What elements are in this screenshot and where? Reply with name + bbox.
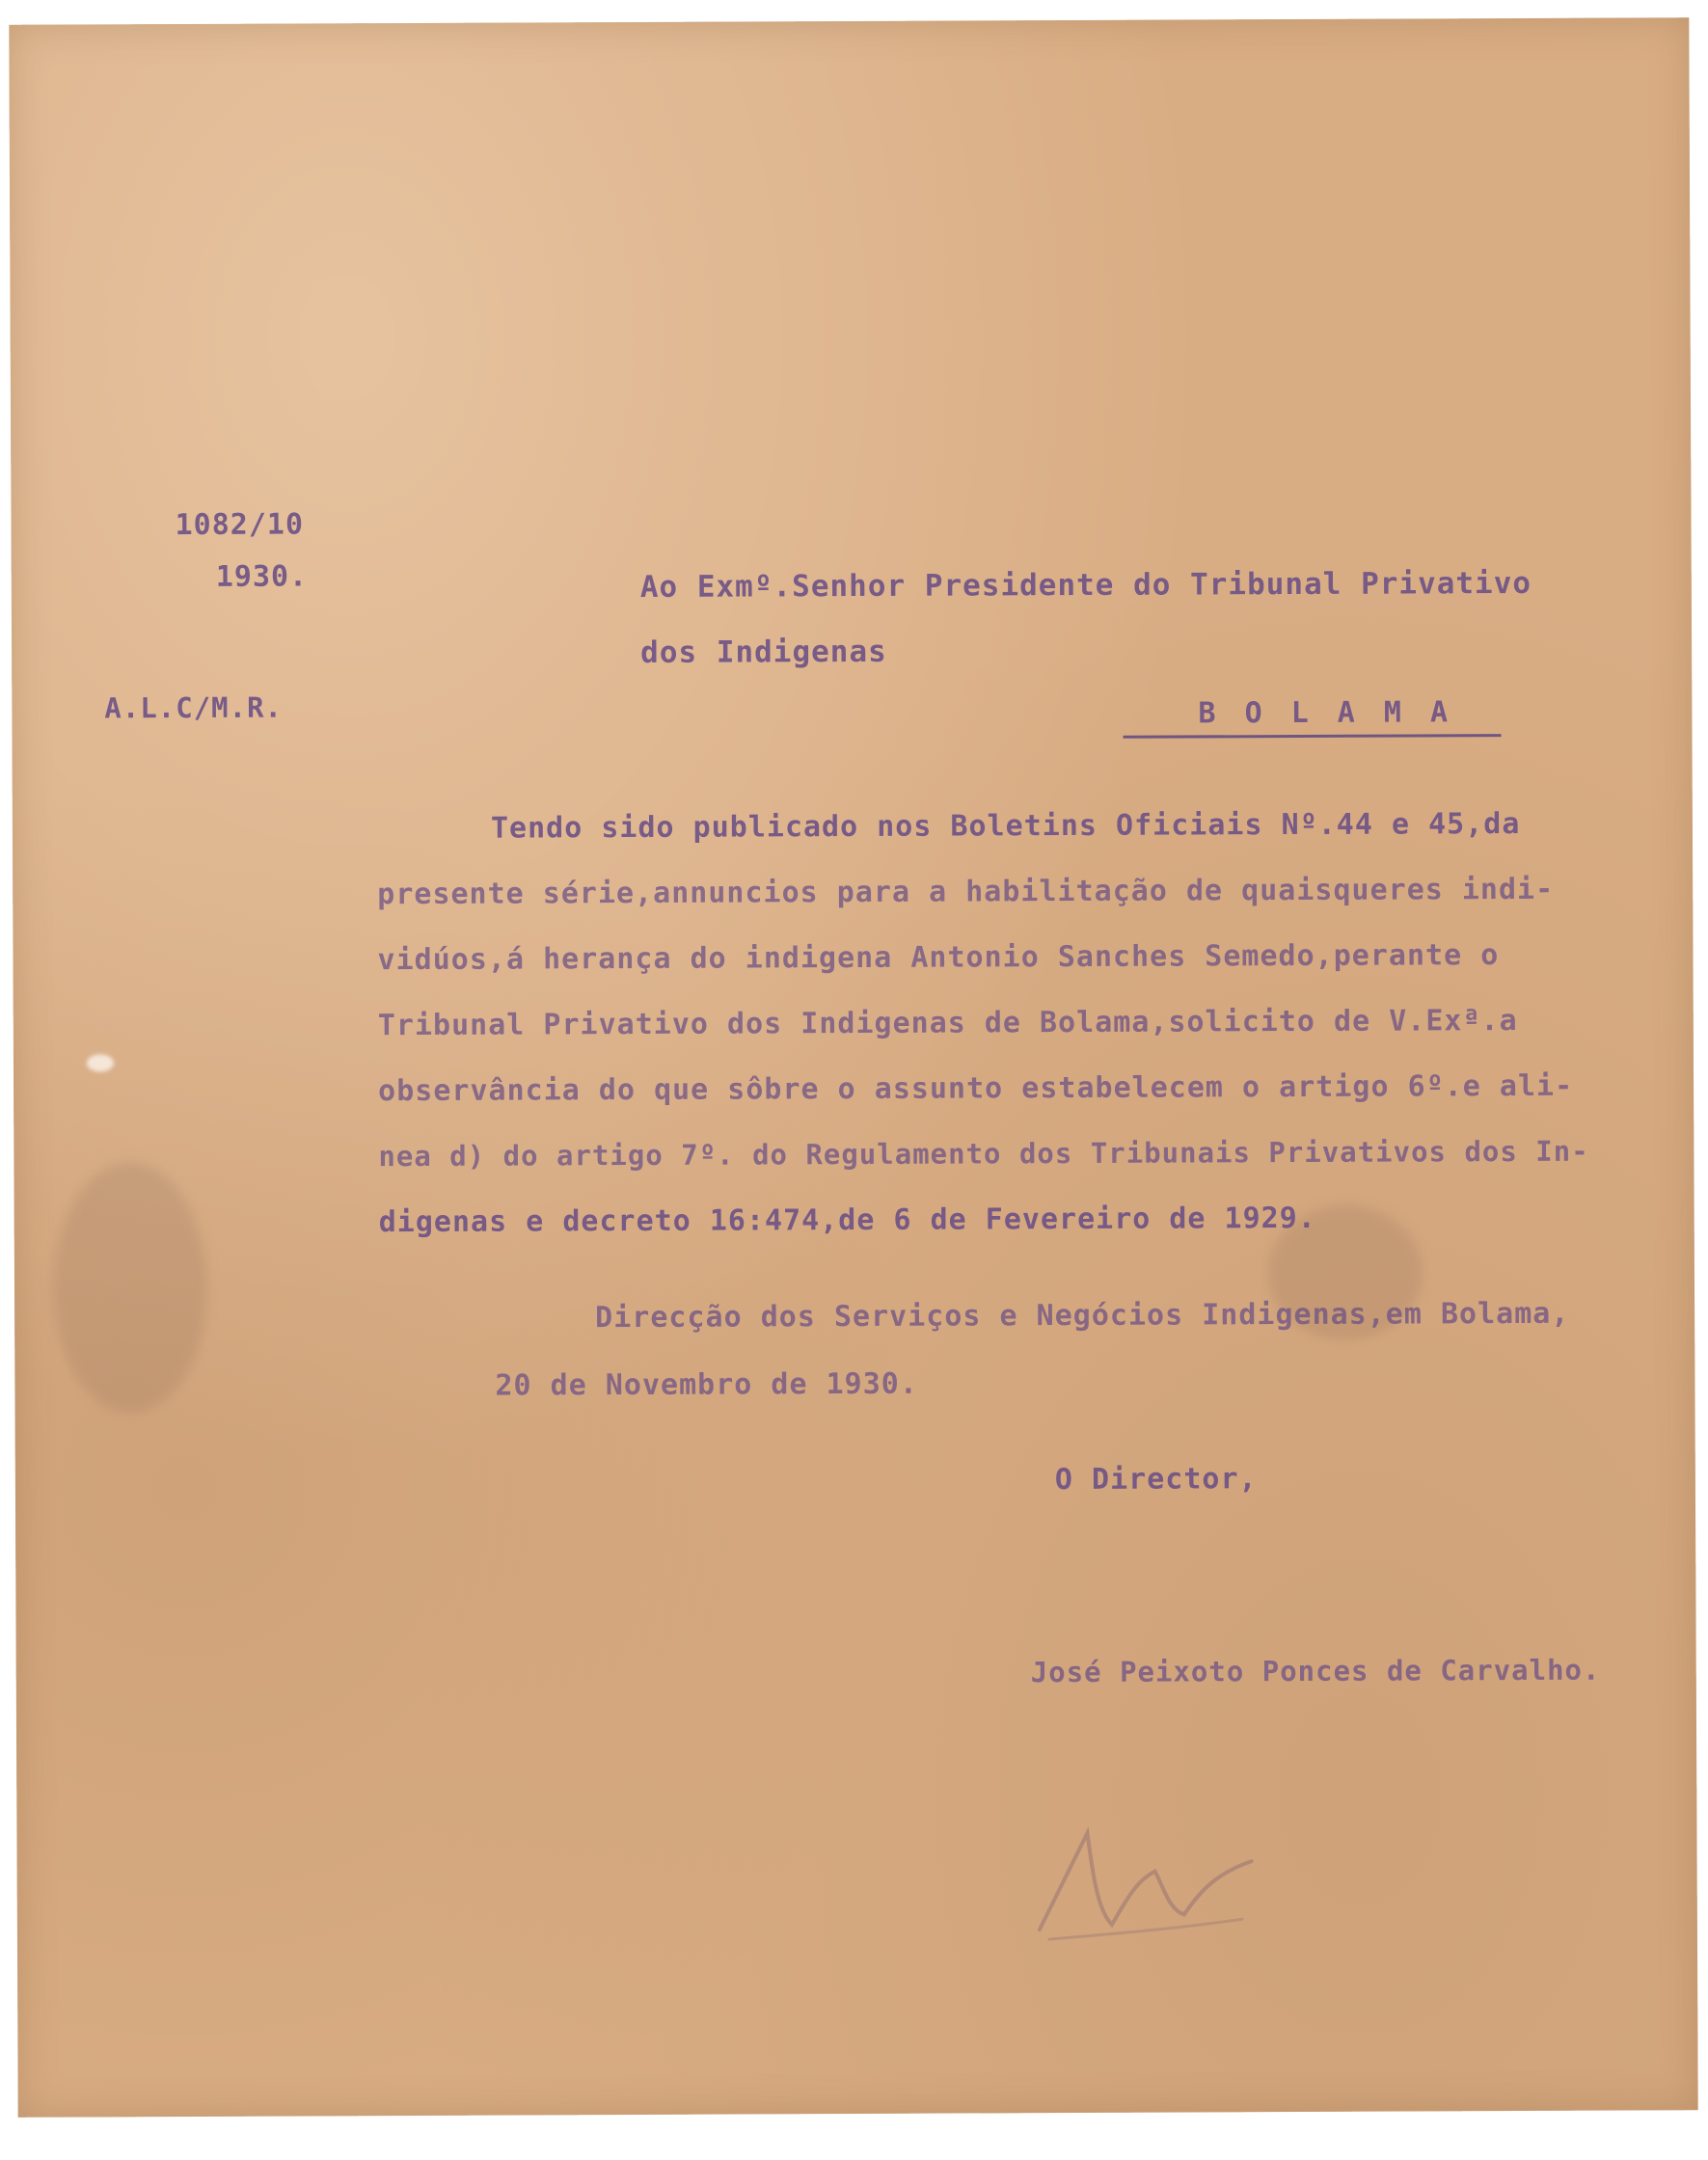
reference-initials: A.L.C/M.R. [104,690,284,725]
paper-stain [52,1162,207,1414]
reference-year: 1930. [215,559,309,594]
signatory-name: José Peixoto Ponces de Carvalho. [1030,1653,1601,1689]
place-underline [1124,734,1502,739]
body-line-2: presente série,annuncios para a habilitação de quaisqueres indi- [377,872,1555,912]
punch-hole [87,1054,114,1071]
reference-number: 1082/10 [175,507,305,543]
body-line-5: observância do que sôbre o assunto estabelecem o artigo 6º.e ali- [378,1068,1574,1109]
body-line-4: Tribunal Privativo dos Indigenas de Bolama,solicito de V.Exª.a [377,1003,1518,1043]
document-page [9,17,1697,2118]
body-line-1: Tendo sido publicado nos Boletins Oficiais Nº.44 e 45,da [490,806,1521,846]
addressee-line-1: Ao Exmº.Senhor Presidente do Tribunal Privativo [639,565,1532,605]
addressee-place: B O L A M A [1198,695,1454,731]
closing-place-line: Direcção dos Serviços e Negócios Indigenas,em Bolama, [595,1296,1570,1336]
body-line-7: digenas e decreto 16:474,de 6 de Fevereiro de 1929. [378,1201,1316,1240]
handwritten-signature-mark [1019,1794,1271,1958]
signatory-title: O Director, [1054,1462,1258,1498]
body-line-3: vidúos,á herança do indigena Antonio Sanches Semedo,perante o [377,938,1500,978]
body-line-6: nea d) do artigo 7º. do Regulamento dos Tribunais Privativos dos In- [378,1134,1589,1174]
addressee-line-2: dos Indigenas [640,634,887,670]
closing-date-line: 20 de Novembro de 1930. [495,1366,918,1403]
